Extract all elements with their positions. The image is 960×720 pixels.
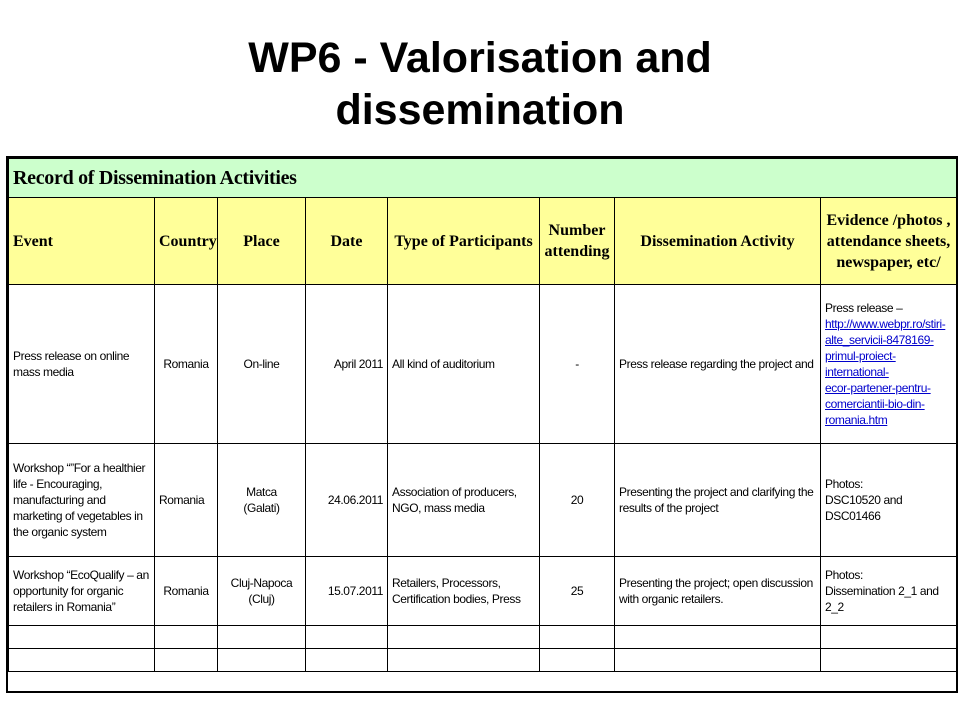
place-line-2: (Galati): [243, 501, 280, 515]
evidence-line-2: Dissemination 2_1 and 2_2: [825, 584, 939, 614]
evidence-label: Press release –: [825, 301, 903, 315]
header-evidence-line-3: newspaper, etc/: [836, 253, 941, 271]
dissemination-record-table: [8, 158, 957, 672]
cell-activity: Presenting the project; open discussion with organic retailers.: [615, 557, 821, 626]
header-event: Event: [9, 198, 155, 285]
header-country: Country: [155, 198, 218, 285]
place-line-2: (Cluj): [248, 592, 275, 606]
empty-table-row: [9, 649, 957, 672]
dissemination-record-sheet: [6, 156, 958, 693]
cell-date: 15.07.2011: [306, 557, 388, 626]
cell-activity: Press release regarding the project and: [615, 285, 821, 444]
header-evidence-line-1: Evidence /photos ,: [826, 211, 951, 229]
evidence-line-1: Photos:: [825, 477, 863, 491]
header-number-line-1: Number: [548, 222, 606, 239]
header-number-line-2: attending: [544, 243, 610, 260]
cell-participants: All kind of auditorium: [388, 285, 540, 444]
header-place: Place: [218, 198, 306, 285]
cell-number: 25: [540, 557, 615, 626]
cell-place: On-line: [218, 285, 306, 444]
evidence-link-line-3[interactable]: primul-proiect-international-: [825, 349, 896, 379]
cell-participants: Retailers, Processors, Certification bodies, Press: [388, 557, 540, 626]
header-date: Date: [306, 198, 388, 285]
cell-event: Press release on online mass media: [9, 285, 155, 444]
place-line-1: Cluj-Napoca: [230, 576, 293, 590]
evidence-link-line-5[interactable]: comerciantii-bio-din-: [825, 397, 925, 411]
cell-evidence: [821, 444, 957, 557]
table-row: [9, 285, 957, 444]
place-line-1: Matca: [246, 485, 277, 499]
table-row: [9, 444, 957, 557]
header-participants: Type of Participants: [388, 198, 540, 285]
cell-country: Romania: [155, 285, 218, 444]
evidence-link-line-4[interactable]: ecor-partener-pentru-: [825, 381, 931, 395]
evidence-link-line-2[interactable]: alte_servicii-8478169-: [825, 333, 934, 347]
header-evidence: [821, 198, 957, 285]
cell-country: Romania: [155, 557, 218, 626]
cell-participants: Association of producers, NGO, mass media: [388, 444, 540, 557]
cell-date: April 2011: [306, 285, 388, 444]
cell-number: -: [540, 285, 615, 444]
page-title-line-2: dissemination: [335, 86, 625, 134]
cell-event: Workshop “”For a healthier life - Encouraging, manufacturing and marketing of vegetables in the organic system: [9, 444, 155, 557]
table-row: [9, 557, 957, 626]
table-header-row: [9, 198, 957, 285]
cell-place: [218, 557, 306, 626]
cell-evidence: [821, 285, 957, 444]
header-activity: Dissemination Activity: [615, 198, 821, 285]
cell-number: 20: [540, 444, 615, 557]
cell-country: Romania: [155, 444, 218, 557]
cell-event: Workshop “EcoQualify – an opportunity for organic retailers in Romania”: [9, 557, 155, 626]
table-banner: Record of Dissemination Activities: [9, 159, 957, 198]
cell-evidence: [821, 557, 957, 626]
page-title: [0, 32, 960, 136]
cell-place: [218, 444, 306, 557]
evidence-line-2: DSC10520 and DSC01466: [825, 493, 903, 523]
header-evidence-line-2: attendance sheets,: [826, 232, 951, 250]
cell-activity: Presenting the project and clarifying the results of the project: [615, 444, 821, 557]
empty-table-row: [9, 626, 957, 649]
evidence-link-line-6[interactable]: romania.htm: [825, 413, 888, 427]
page-title-line-1: WP6 - Valorisation and: [248, 34, 712, 82]
header-number-attending: [540, 198, 615, 285]
evidence-line-1: Photos:: [825, 568, 863, 582]
cell-date: 24.06.2011: [306, 444, 388, 557]
evidence-link-line-1[interactable]: http://www.webpr.ro/stiri-: [825, 317, 946, 331]
